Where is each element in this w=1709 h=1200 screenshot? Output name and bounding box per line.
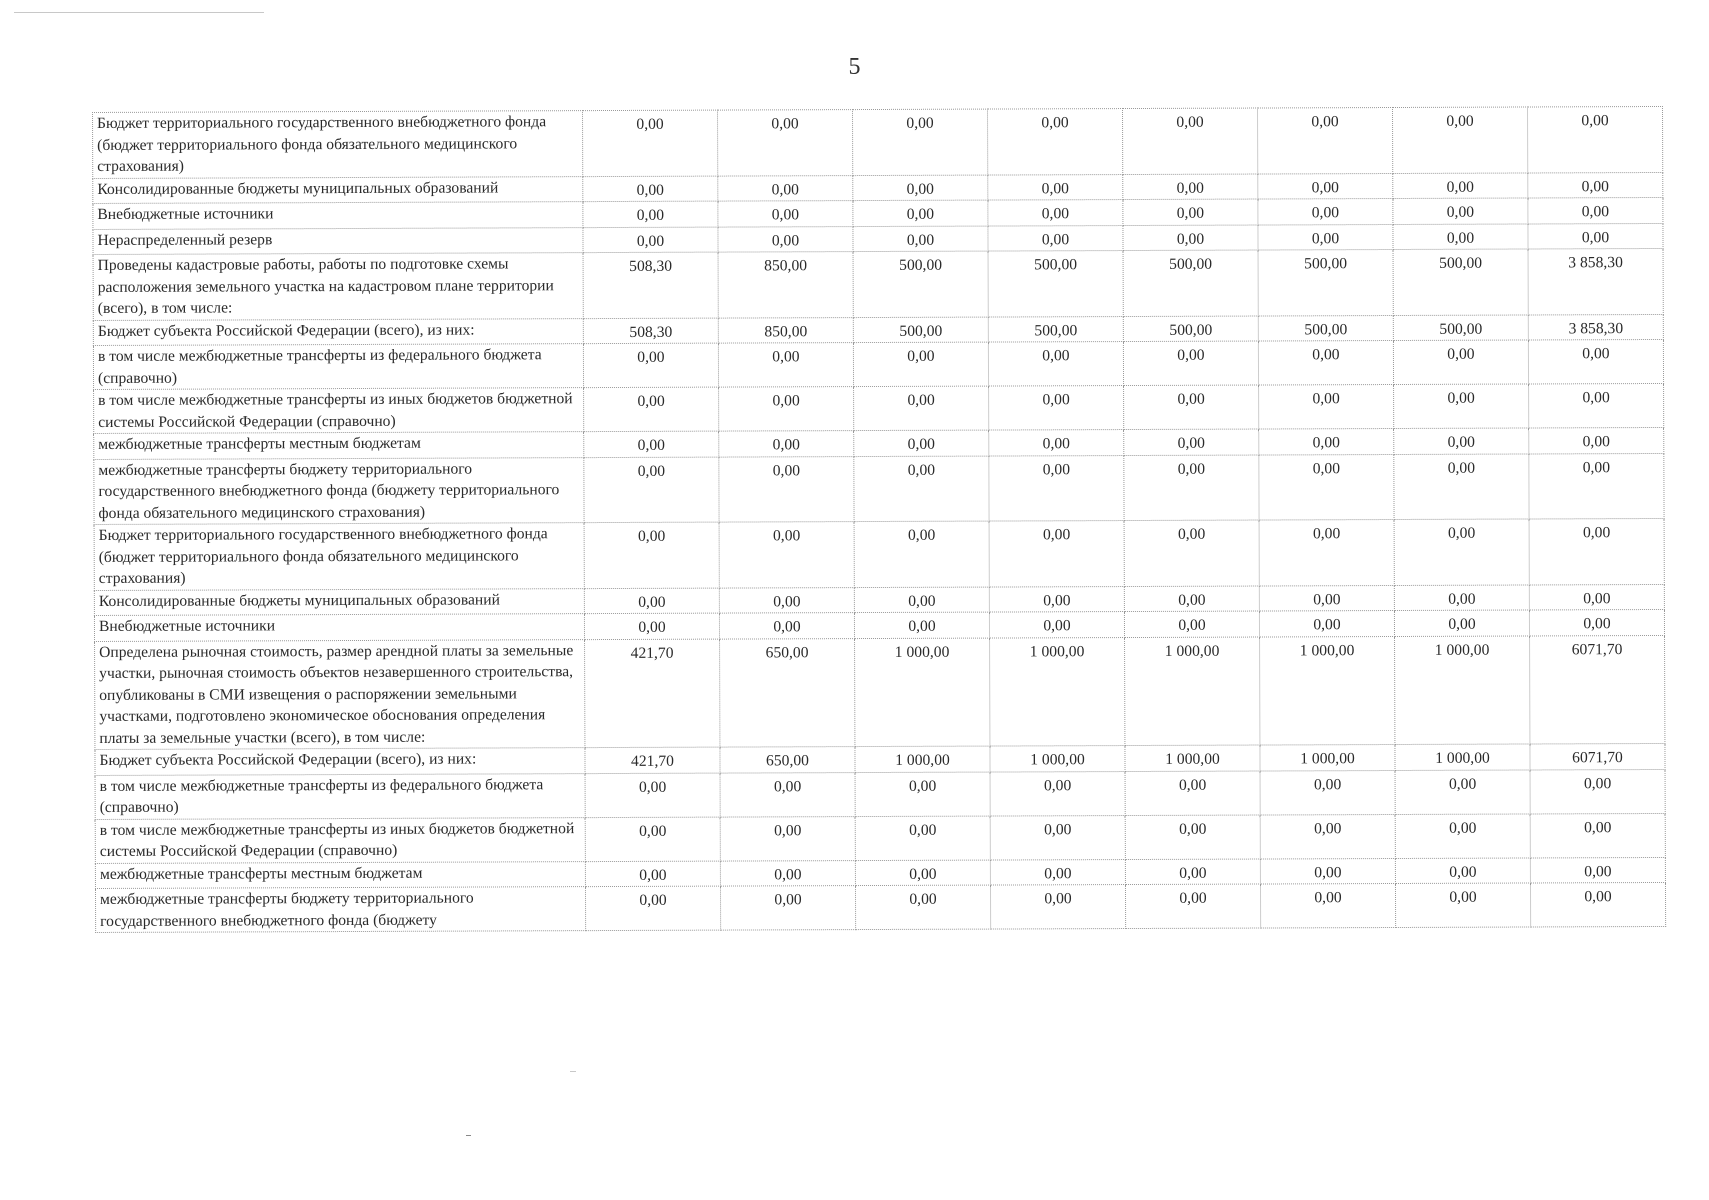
table-row — [94, 383, 1664, 433]
table-row — [95, 882, 1665, 932]
value-cell: 0,00 — [855, 885, 990, 930]
value-cell: 1 000,00 — [1125, 745, 1260, 771]
value-cell: 0,00 — [853, 226, 988, 252]
value-cell: 0,00 — [1394, 584, 1529, 610]
value-cell: 0,00 — [1125, 771, 1260, 816]
row-label: межбюджетные трансферты бюджету территориального государственного внебюджетного фонда (бюджету территориального фонда обязательного медицинского страхования) — [94, 457, 584, 524]
value-cell: 0,00 — [989, 521, 1124, 587]
value-cell: 0,00 — [855, 772, 990, 817]
value-cell: 0,00 — [718, 201, 853, 227]
value-cell: 508,30 — [583, 318, 718, 344]
value-cell: 0,00 — [585, 861, 720, 887]
value-cell: 0,00 — [584, 613, 719, 639]
value-cell: 0,00 — [585, 886, 720, 931]
value-cell: 0,00 — [989, 612, 1124, 638]
value-cell: 0,00 — [718, 226, 853, 252]
value-cell: 0,00 — [1260, 770, 1395, 815]
value-cell: 0,00 — [1258, 341, 1393, 386]
value-cell: 0,00 — [852, 109, 987, 175]
value-cell: 0,00 — [720, 860, 855, 886]
value-cell: 421,70 — [585, 747, 720, 773]
value-cell: 0,00 — [1257, 108, 1392, 174]
value-cell: 0,00 — [584, 457, 719, 523]
value-cell: 0,00 — [1529, 453, 1664, 519]
value-cell: 0,00 — [1529, 518, 1664, 584]
row-label: Внебюджетные источники — [94, 614, 584, 641]
value-cell: 500,00 — [1123, 250, 1258, 316]
value-cell: 0,00 — [717, 110, 852, 176]
scan-artifact-dot — [570, 1071, 576, 1072]
table-row — [95, 635, 1665, 750]
value-cell: 0,00 — [1258, 224, 1393, 250]
value-cell: 500,00 — [853, 251, 988, 317]
value-cell: 0,00 — [719, 613, 854, 639]
table-row — [94, 518, 1664, 590]
value-cell: 0,00 — [1528, 339, 1663, 384]
value-cell: 500,00 — [1123, 316, 1258, 342]
value-cell: 0,00 — [1392, 107, 1527, 173]
value-cell: 6071,70 — [1530, 635, 1665, 744]
value-cell: 6071,70 — [1530, 743, 1665, 769]
value-cell: 0,00 — [854, 612, 989, 638]
value-cell: 0,00 — [719, 522, 854, 588]
value-cell: 0,00 — [1529, 383, 1664, 428]
value-cell: 0,00 — [1259, 429, 1394, 455]
table-body — [93, 106, 1666, 932]
row-label: Внебюджетные источники — [93, 202, 583, 229]
row-label: в том числе межбюджетные трансферты из иных бюджетов бюджетной системы Российской Федерации (справочно) — [95, 817, 585, 863]
value-cell: 1 000,00 — [990, 637, 1125, 746]
row-label: Консолидированные бюджеты муниципальных образований — [94, 588, 584, 615]
value-cell: 0,00 — [1259, 385, 1394, 430]
value-cell: 0,00 — [1393, 172, 1528, 198]
value-cell: 1 000,00 — [1395, 635, 1530, 744]
value-cell: 0,00 — [854, 521, 989, 587]
value-cell: 0,00 — [720, 816, 855, 861]
value-cell: 0,00 — [1395, 857, 1530, 883]
value-cell: 0,00 — [1124, 429, 1259, 455]
value-cell: 0,00 — [1394, 610, 1529, 636]
value-cell: 650,00 — [720, 638, 855, 747]
value-cell: 0,00 — [1530, 769, 1665, 814]
value-cell: 0,00 — [1394, 428, 1529, 454]
value-cell: 0,00 — [854, 587, 989, 613]
value-cell: 0,00 — [1529, 584, 1664, 610]
value-cell: 3 858,30 — [1528, 314, 1663, 340]
value-cell: 0,00 — [854, 386, 989, 431]
table-row — [93, 339, 1663, 389]
value-cell: 0,00 — [584, 522, 719, 588]
value-cell: 0,00 — [1123, 341, 1258, 386]
budget-table-container — [92, 106, 1665, 933]
value-cell: 3 858,30 — [1528, 248, 1663, 314]
value-cell: 0,00 — [1260, 884, 1395, 929]
value-cell: 0,00 — [1258, 173, 1393, 199]
value-cell: 0,00 — [990, 815, 1125, 860]
value-cell: 0,00 — [583, 227, 718, 253]
row-label: в том числе межбюджетные трансферты из федерального бюджета (справочно) — [93, 344, 583, 390]
row-label: Бюджет территориального государственного внебюджетного фонда (бюджет территориального фонда обязательного медицинского страхования) — [94, 523, 584, 590]
value-cell: 0,00 — [988, 200, 1123, 226]
value-cell: 0,00 — [1393, 223, 1528, 249]
value-cell: 0,00 — [583, 201, 718, 227]
row-label: Нераспределенный резерв — [93, 227, 583, 254]
value-cell: 0,00 — [1530, 857, 1665, 883]
value-cell: 0,00 — [1123, 199, 1258, 225]
value-cell: 0,00 — [1395, 813, 1530, 858]
row-label: межбюджетные трансферты бюджету территориального государственного внебюджетного фонда (бюджету — [95, 887, 585, 933]
value-cell: 1 000,00 — [1125, 637, 1260, 746]
value-cell: 0,00 — [584, 431, 719, 457]
table-row — [95, 769, 1665, 819]
value-cell: 0,00 — [719, 456, 854, 522]
value-cell: 508,30 — [583, 252, 718, 318]
value-cell: 0,00 — [1530, 813, 1665, 858]
value-cell: 1 000,00 — [855, 746, 990, 772]
value-cell: 0,00 — [1395, 769, 1530, 814]
value-cell: 500,00 — [988, 251, 1123, 317]
value-cell: 850,00 — [718, 317, 853, 343]
value-cell: 0,00 — [1393, 340, 1528, 385]
value-cell: 0,00 — [584, 588, 719, 614]
value-cell: 500,00 — [1393, 249, 1528, 315]
value-cell: 0,00 — [1125, 884, 1260, 929]
value-cell: 0,00 — [582, 110, 717, 176]
value-cell: 500,00 — [1258, 315, 1393, 341]
row-label: межбюджетные трансферты местным бюджетам — [94, 432, 584, 459]
value-cell: 0,00 — [855, 816, 990, 861]
value-cell: 0,00 — [988, 225, 1123, 251]
value-cell: 0,00 — [1258, 199, 1393, 225]
value-cell: 0,00 — [718, 175, 853, 201]
value-cell: 0,00 — [719, 587, 854, 613]
scan-artifact-line — [14, 12, 264, 13]
value-cell: 0,00 — [719, 387, 854, 432]
value-cell: 0,00 — [1260, 858, 1395, 884]
value-cell: 0,00 — [585, 773, 720, 818]
value-cell: 0,00 — [1122, 108, 1257, 174]
value-cell: 1 000,00 — [1395, 744, 1530, 770]
value-cell: 0,00 — [855, 860, 990, 886]
value-cell: 0,00 — [1527, 106, 1662, 172]
value-cell: 0,00 — [1259, 611, 1394, 637]
value-cell: 0,00 — [719, 431, 854, 457]
value-cell: 0,00 — [1529, 427, 1664, 453]
value-cell: 0,00 — [853, 342, 988, 387]
table-row — [94, 453, 1664, 525]
value-cell: 0,00 — [583, 343, 718, 388]
value-cell: 500,00 — [1393, 314, 1528, 340]
row-label: Консолидированные бюджеты муниципальных образований — [93, 176, 583, 203]
value-cell: 0,00 — [990, 771, 1125, 816]
value-cell: 0,00 — [1259, 454, 1394, 520]
value-cell: 0,00 — [853, 200, 988, 226]
row-label: в том числе межбюджетные трансферты из федерального бюджета (справочно) — [95, 773, 585, 819]
value-cell: 0,00 — [1259, 520, 1394, 586]
value-cell: 0,00 — [989, 430, 1124, 456]
value-cell: 0,00 — [585, 817, 720, 862]
value-cell: 0,00 — [854, 430, 989, 456]
row-label: Проведены кадастровые работы, работы по подготовке схемы расположения земельного участка на кадастровом плане территории (всего), в том числе: — [93, 253, 583, 320]
row-label: Бюджет территориального государственного внебюджетного фонда (бюджет территориального фонда обязательного медицинского страхования) — [93, 111, 583, 178]
value-cell: 0,00 — [853, 175, 988, 201]
row-label: межбюджетные трансферты местным бюджетам — [95, 861, 585, 888]
value-cell: 0,00 — [1124, 586, 1259, 612]
value-cell: 0,00 — [1124, 520, 1259, 586]
value-cell: 0,00 — [1259, 585, 1394, 611]
value-cell: 0,00 — [718, 343, 853, 388]
table-row — [95, 813, 1665, 863]
value-cell: 0,00 — [989, 455, 1124, 521]
value-cell: 500,00 — [988, 316, 1123, 342]
table-row — [93, 106, 1663, 178]
value-cell: 850,00 — [718, 252, 853, 318]
value-cell: 0,00 — [988, 174, 1123, 200]
value-cell: 1 000,00 — [990, 746, 1125, 772]
value-cell: 0,00 — [990, 885, 1125, 930]
row-label: в том числе межбюджетные трансферты из иных бюджетов бюджетной системы Российской Федерации (справочно) — [94, 388, 584, 434]
scan-artifact-dot — [466, 1135, 471, 1136]
value-cell: 500,00 — [853, 317, 988, 343]
value-cell: 0,00 — [1123, 225, 1258, 251]
value-cell: 1 000,00 — [1260, 745, 1395, 771]
value-cell: 0,00 — [1528, 197, 1663, 223]
value-cell: 0,00 — [1528, 172, 1663, 198]
value-cell: 0,00 — [1530, 882, 1665, 927]
value-cell: 0,00 — [1528, 223, 1663, 249]
page-number: 5 — [848, 54, 861, 80]
value-cell: 0,00 — [1124, 611, 1259, 637]
value-cell: 0,00 — [990, 859, 1125, 885]
value-cell: 0,00 — [1125, 815, 1260, 860]
value-cell: 0,00 — [1123, 174, 1258, 200]
value-cell: 0,00 — [1394, 384, 1529, 429]
value-cell: 0,00 — [1394, 519, 1529, 585]
table-row — [93, 248, 1663, 320]
value-cell: 0,00 — [1393, 198, 1528, 224]
value-cell: 0,00 — [989, 586, 1124, 612]
value-cell: 0,00 — [987, 109, 1122, 175]
value-cell: 0,00 — [1260, 814, 1395, 859]
value-cell: 1 000,00 — [855, 638, 990, 747]
value-cell: 1 000,00 — [1260, 636, 1395, 745]
value-cell: 421,70 — [585, 639, 720, 748]
value-cell: 0,00 — [720, 772, 855, 817]
value-cell: 0,00 — [989, 386, 1124, 431]
value-cell: 0,00 — [1394, 453, 1529, 519]
value-cell: 0,00 — [1395, 883, 1530, 928]
value-cell: 0,00 — [720, 886, 855, 931]
budget-table — [92, 106, 1666, 933]
row-label: Бюджет субъекта Российской Федерации (всего), из них: — [93, 318, 583, 345]
value-cell: 0,00 — [1124, 455, 1259, 521]
value-cell: 0,00 — [988, 342, 1123, 387]
value-cell: 0,00 — [583, 176, 718, 202]
row-label: Определена рыночная стоимость, размер арендной платы за земельные участки, рыночная стоимость объектов незавершенного строительства, опубликованы в СМИ извещения о распоряжении земельными участками, подготовлено экономическое обоснования определения платы за земельные участки (всего), в том числе: — [95, 639, 585, 749]
value-cell: 0,00 — [1124, 385, 1259, 430]
row-label: Бюджет субъекта Российской Федерации (всего), из них: — [95, 748, 585, 775]
value-cell: 650,00 — [720, 747, 855, 773]
value-cell: 500,00 — [1258, 250, 1393, 316]
value-cell: 0,00 — [854, 456, 989, 522]
value-cell: 0,00 — [1125, 859, 1260, 885]
value-cell: 0,00 — [584, 387, 719, 432]
value-cell: 0,00 — [1529, 609, 1664, 635]
